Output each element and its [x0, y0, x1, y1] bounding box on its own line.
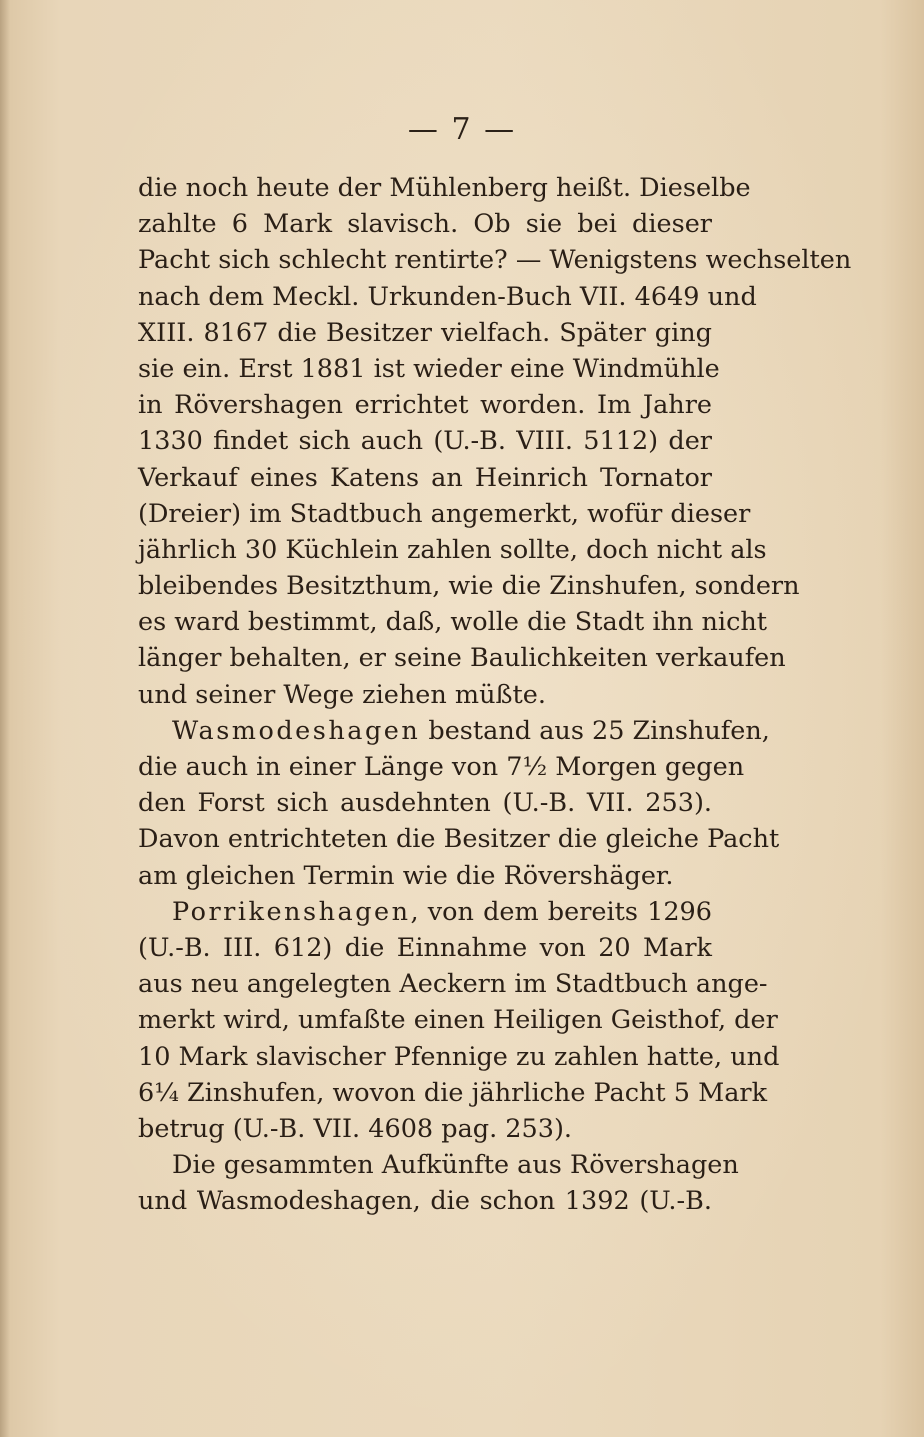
text-line: jährlich 30 Küchlein zahlen sollte, doch nicht als	[138, 534, 767, 565]
text-line: länger behalten, er seine Baulichkeiten verkaufen	[138, 643, 786, 674]
text-line: in Rövershagen errichtet worden. Im Jahre	[138, 390, 712, 421]
text-line: zahlte 6 Mark slavisch. Ob sie bei dieser	[138, 209, 712, 240]
text-line: 6¼ Zinshufen, wovon die jährliche Pacht 5 Mark	[138, 1077, 768, 1108]
text-line: 1330 findet sich auch (U.-B. VIII. 5112) der	[138, 426, 712, 457]
text-line: Pacht sich schlecht rentirte? — Wenigstens wechselten	[138, 245, 852, 276]
text-line: nach dem Meckl. Urkunden-Buch VII. 4649 und	[138, 281, 757, 312]
text-line: 10 Mark slavischer Pfennige zu zahlen hatte, und	[138, 1041, 780, 1072]
place-name-emphasis: Wasmodeshagen	[172, 715, 421, 746]
text-line: sie ein. Erst 1881 ist wieder eine Windmühle	[138, 353, 720, 384]
text-line: Davon entrichteten die Besitzer die gleiche Pacht	[138, 824, 780, 855]
page-edge-shadow	[0, 0, 10, 1437]
text-line: aus neu angelegten Aeckern im Stadtbuch ange-	[138, 969, 768, 1000]
text-line: betrug (U.-B. VII. 4608 pag. 253).	[138, 1113, 573, 1144]
text-line: die noch heute der Mühlenberg heißt. Dieselbe	[138, 173, 751, 203]
text-line: es ward bestimmt, daß, wolle die Stadt ihn nicht	[138, 607, 768, 638]
text-line: (U.-B. III. 612) die Einnahme von 20 Mark	[138, 932, 712, 963]
text-line: und Wasmodeshagen, die schon 1392 (U.-B.	[138, 1186, 712, 1217]
text-line: Verkauf eines Katens an Heinrich Tornator	[138, 462, 712, 493]
text-line: Porrikenshagen, von dem bereits 1296	[172, 896, 712, 927]
body-text	[138, 170, 852, 1219]
text-line: Die gesammten Aufkünfte aus Rövershagen	[172, 1150, 739, 1181]
page-number: — 7 —	[407, 112, 517, 147]
text-line: merkt wird, umfaßte einen Heiligen Geisthof, der	[138, 1005, 778, 1036]
text-line: den Forst sich ausdehnten (U.-B. VII. 253).	[138, 788, 712, 819]
text-line: die auch in einer Länge von 7½ Morgen gegen	[138, 752, 745, 782]
text-line: bleibendes Besitzthum, wie die Zinshufen, sondern	[138, 571, 800, 602]
text-line: und seiner Wege ziehen müßte.	[138, 679, 546, 710]
text-line: Wasmodeshagen bestand aus 25 Zinshufen,	[172, 715, 770, 746]
text-line: XIII. 8167 die Besitzer vielfach. Später ging	[138, 317, 712, 348]
text-line: am gleichen Termin wie die Rövershäger.	[138, 860, 674, 891]
text-line: (Dreier) im Stadtbuch angemerkt, wofür dieser	[138, 498, 751, 529]
place-name-emphasis: Porrikenshagen	[172, 896, 411, 927]
